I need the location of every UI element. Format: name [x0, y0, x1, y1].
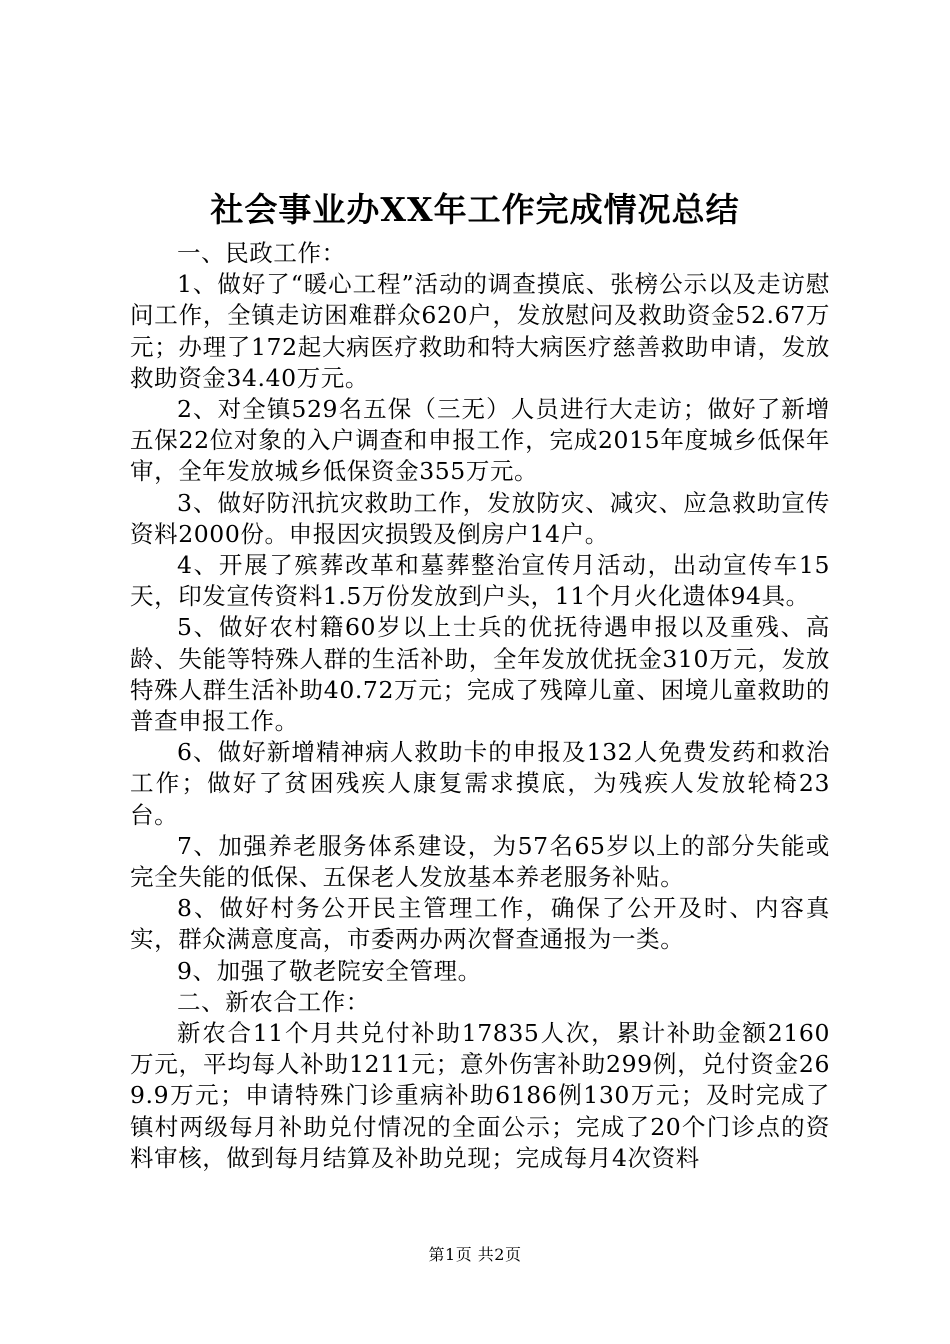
paragraph-item-2: 2、对全镇529名五保（三无）人员进行大走访；做好了新增五保22位对象的入户调查和申报工作，完成2015年度城乡低保年审，全年发放城乡低保资金355万元。: [130, 395, 830, 486]
page-footer: 第1页 共2页: [428, 1245, 522, 1264]
paragraph-item-9: 9、加强了敬老院安全管理。: [177, 956, 482, 985]
paragraph-item-1: 1、做好了“暖心工程”活动的调查摸底、张榜公示以及走访慰问工作，全镇走访困难群众620户，发放慰问及救助资金52.67万元；办理了172起大病医疗救助和特大病医疗慈善救助申请，发放救助资金34.40万元。: [130, 270, 830, 392]
paragraph-item-3: 3、做好防汛抗灾救助工作，发放防灾、减灾、应急救助宣传资料2000份。申报因灾损毁及倒房户14户。: [130, 488, 830, 548]
paragraph-item-5: 5、做好农村籍60岁以上士兵的优抚待遇申报以及重残、高龄、失能等特殊人群的生活补助，全年发放优抚金310万元，发放特殊人群生活补助40.72万元；完成了残障儿童、困境儿童救助的普查申报工作。: [130, 613, 830, 736]
paragraph-rural-cooperative-medical: 新农合11个月共兑付补助17835人次，累计补助金额2160万元，平均每人补助1211元；意外伤害补助299例，兑付资金269.9万元；申请特殊门诊重病补助6186例130万元；及时完成了镇村两级每月补助兑付情况的全面公示；完成了20个门诊点的资料审核，做到每月结算及补助兑现；完成每月4次资料: [130, 1019, 830, 1172]
paragraph-item-8: 8、做好村务公开民主管理工作，确保了公开及时、内容真实，群众满意度高，市委两办两次督查通报为一类。: [130, 894, 830, 954]
paragraph-item-6: 6、做好新增精神病人救助卡的申报及132人免费发药和救治工作；做好了贫困残疾人康复需求摸底，为残疾人发放轮椅23台。: [130, 738, 830, 829]
paragraph-item-4: 4、开展了殡葬改革和墓葬整治宣传月活动，出动宣传车15天，印发宣传资料1.5万份发放到户头，11个月火化遗体94具。: [130, 551, 830, 611]
section-heading-civil-affairs: 一、民政工作：: [177, 239, 346, 267]
document-body: [130, 238, 830, 1174]
section-heading-rural-cooperative-medical: 二、新农合工作：: [177, 987, 370, 1016]
document-title: 社会事业办XX年工作完成情况总结: [210, 190, 740, 229]
paragraph-item-7: 7、加强养老服务体系建设，为57名65岁以上的部分失能或完全失能的低保、五保老人发放基本养老服务补贴。: [130, 831, 830, 892]
